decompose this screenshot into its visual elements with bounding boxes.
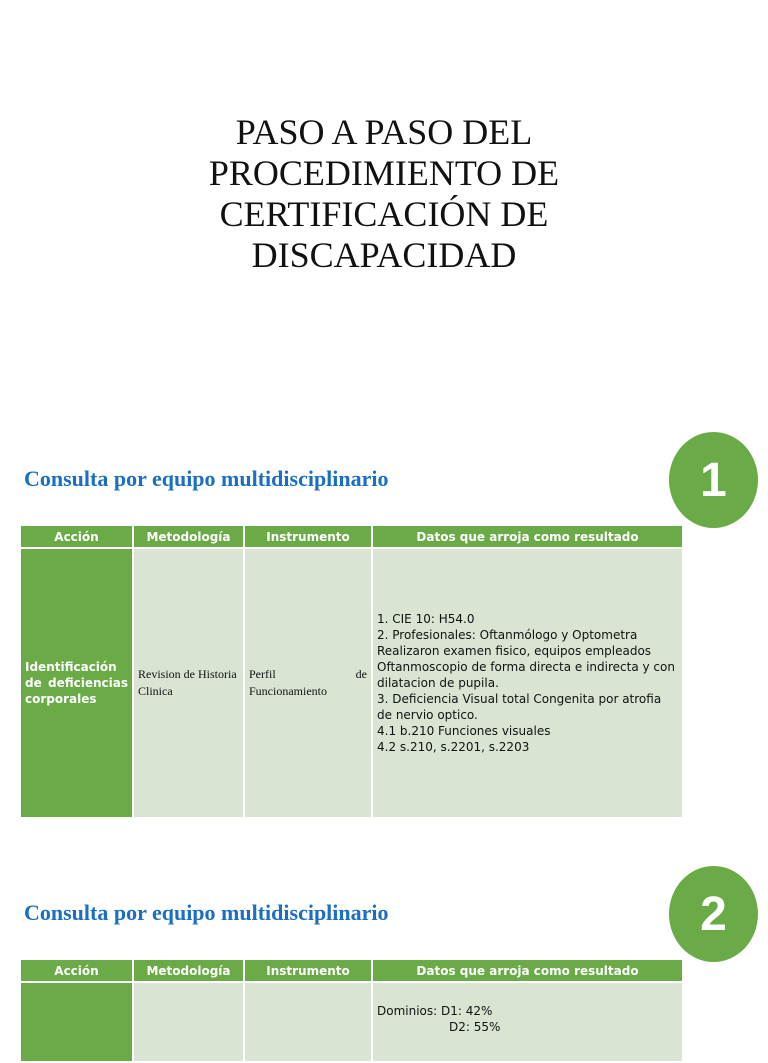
step-number-badge: 2 — [669, 866, 758, 962]
cell-instrumento — [244, 982, 372, 1062]
result-item: 4.1 b.210 Funciones visuales — [377, 724, 551, 738]
section-step-2 — [0, 864, 768, 1034]
step-number-badge: 1 — [669, 432, 758, 528]
cell-resultado — [372, 982, 683, 1062]
column-header-accion: Acción — [20, 959, 133, 982]
column-header-instrumento: Instrumento — [244, 525, 372, 548]
title-line: CERTIFICACIÓN DE — [219, 194, 549, 234]
result-item: 2. Profesionales: Oftanmólogo y Optometra Realizaron examen fisico, equipos empleados Oftanmoscopio de forma directa e indirecta y con dilatacion de pupila. — [377, 628, 675, 690]
column-header-metodologia: Metodología — [133, 525, 244, 548]
cell-instrumento: Perfil de Funcionamiento — [244, 548, 372, 818]
step-table — [19, 958, 684, 1063]
title-line: PASO A PASO DEL — [235, 112, 533, 152]
cell-metodologia: Revision de Historia Clinica — [133, 548, 244, 818]
result-item: Dominios: D1: 42% — [377, 1004, 493, 1018]
table-row — [20, 548, 683, 818]
column-header-instrumento: Instrumento — [244, 959, 372, 982]
section-heading: Consulta por equipo multidisciplinario — [24, 466, 389, 491]
table-row — [20, 982, 683, 1062]
column-header-resultado: Datos que arroja como resultado — [372, 525, 683, 548]
cell-metodologia — [133, 982, 244, 1062]
title-line: DISCAPACIDAD — [251, 235, 517, 275]
section-heading: Consulta por equipo multidisciplinario — [24, 900, 389, 925]
result-item: 4.2 s.210, s.2201, s.2203 — [377, 740, 530, 754]
column-header-accion: Acción — [20, 525, 133, 548]
cell-accion: Identificación de deficiencias corporales — [20, 548, 133, 818]
section-step-1 — [0, 430, 768, 830]
column-header-metodologia: Metodología — [133, 959, 244, 982]
column-header-resultado: Datos que arroja como resultado — [372, 959, 683, 982]
result-list — [377, 611, 678, 755]
cell-resultado — [372, 548, 683, 818]
cell-accion — [20, 982, 133, 1062]
table-header-row — [20, 525, 683, 548]
step-table — [19, 524, 684, 819]
title-line: PROCEDIMIENTO DE — [208, 153, 560, 193]
result-item: 3. Deficiencia Visual total Congenita por atrofia de nervio optico. — [377, 692, 662, 722]
table-header-row — [20, 959, 683, 982]
page-title — [140, 112, 628, 276]
result-item: 1. CIE 10: H54.0 — [377, 612, 475, 626]
result-item: D2: 55% — [449, 1020, 501, 1034]
